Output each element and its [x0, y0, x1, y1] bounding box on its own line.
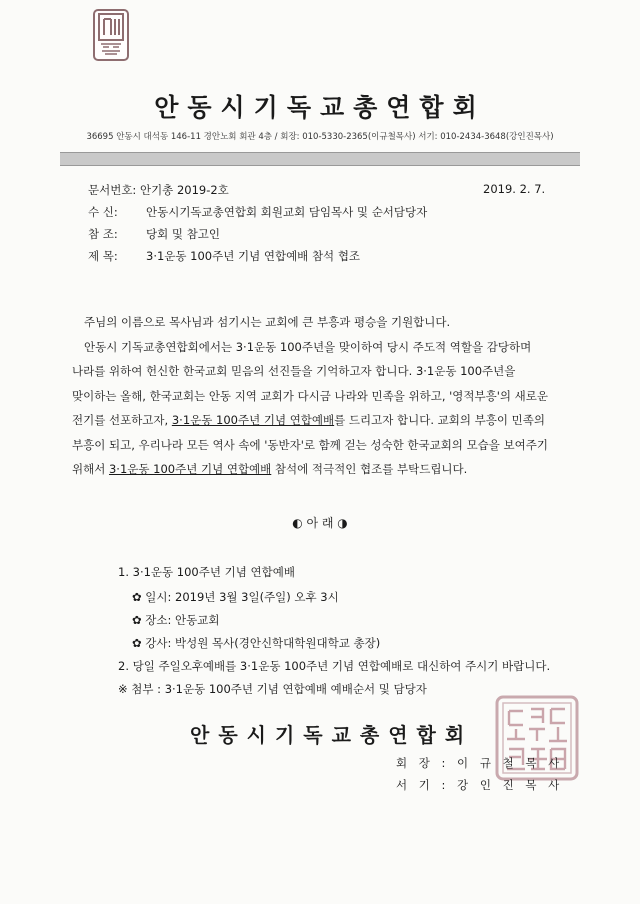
organization-name: 안동시기독교총연합회 [190, 723, 474, 747]
list-item: ✿ 일시: 2019년 3월 3일(주일) 오후 3시 [132, 590, 339, 604]
underlined-event: 3·1운동 100주년 기념 연합예배 [171, 413, 335, 427]
body-line: 주님의 이름으로 목사님과 섬기시는 교회에 큰 부흥과 평승을 기원합니다. [84, 315, 451, 329]
body-line: 맞이하는 올해, 한국교회는 안동 지역 교회가 다시금 나라와 민족을 위하고, '영적부흥'의 새로운 [72, 388, 548, 403]
page-title: 안동시기독교총연합회 [154, 93, 486, 122]
list-item: 1. 3·1운동 100주년 기념 연합예배 [118, 565, 295, 579]
recipient-label: 수 신: [88, 205, 118, 219]
list-item: ✿ 장소: 안동교회 [132, 613, 220, 627]
header-divider [60, 152, 580, 166]
body-line: 안동시 기독교총연합회에서는 3·1운동 100주년을 맞이하여 당시 주도적 역할을 감당하며 [84, 339, 532, 354]
body-line: 전기를 선포하고자, 3·1운동 100주년 기념 연합예배를 드리고자 합니다. 교회의 부흥이 민족의 [72, 413, 545, 427]
address-line: 36695 안동시 대석동 146-11 경안노회 회관 4층 / 회장: 010-5330-2365(이규철목사) 서기: 010-2434-3648(강인진목사) [86, 132, 554, 142]
body-line: 나라를 위하여 헌신한 한국교회 믿음의 선진들을 기억하고자 합니다. 3·1운동 100주년을 [72, 364, 516, 378]
list-item: 2. 당일 주일오후예배를 3·1운동 100주년 기념 연합예배로 대신하여 주시기 바랍니다. [118, 659, 551, 673]
letter-body [72, 310, 582, 482]
reference: 당회 및 참고인 [146, 227, 220, 241]
notice-heading: ◐ 아 래 ◑ [292, 516, 348, 530]
body-line: 위해서 3·1운동 100주년 기념 연합예배 참석에 적극적인 협조를 부탁드립니다. [72, 462, 468, 476]
seal-stamp-icon [93, 9, 129, 61]
president-signature: 회 장 : 이 규 철 목 사 [396, 756, 564, 770]
secretary-signature: 서 기 : 강 인 진 목 사 [396, 778, 564, 792]
list-item: ✿ 강사: 박성원 목사(경안신학대학원대학교 총장) [132, 636, 381, 650]
subject: 3·1운동 100주년 기념 연합예배 참석 협조 [146, 249, 361, 263]
underlined-event: 3·1운동 100주년 기념 연합예배 [108, 462, 272, 476]
recipient: 안동시기독교총연합회 회원교회 담임목사 및 순서담당자 [146, 205, 428, 219]
list-item: ※ 첨부 : 3·1운동 100주년 기념 연합예배 예배순서 및 담당자 [118, 682, 427, 696]
subject-label: 제 목: [88, 249, 118, 263]
document-date: 2019. 2. 7. [483, 182, 546, 196]
reference-label: 참 조: [88, 227, 118, 241]
document-number: 문서번호: 안기총 2019-2호 [88, 183, 229, 197]
body-line: 부흥이 되고, 우리나라 모든 역사 속에 '동반자'로 함께 걷는 성숙한 한국교회의 모습을 보여주기 [72, 437, 548, 452]
